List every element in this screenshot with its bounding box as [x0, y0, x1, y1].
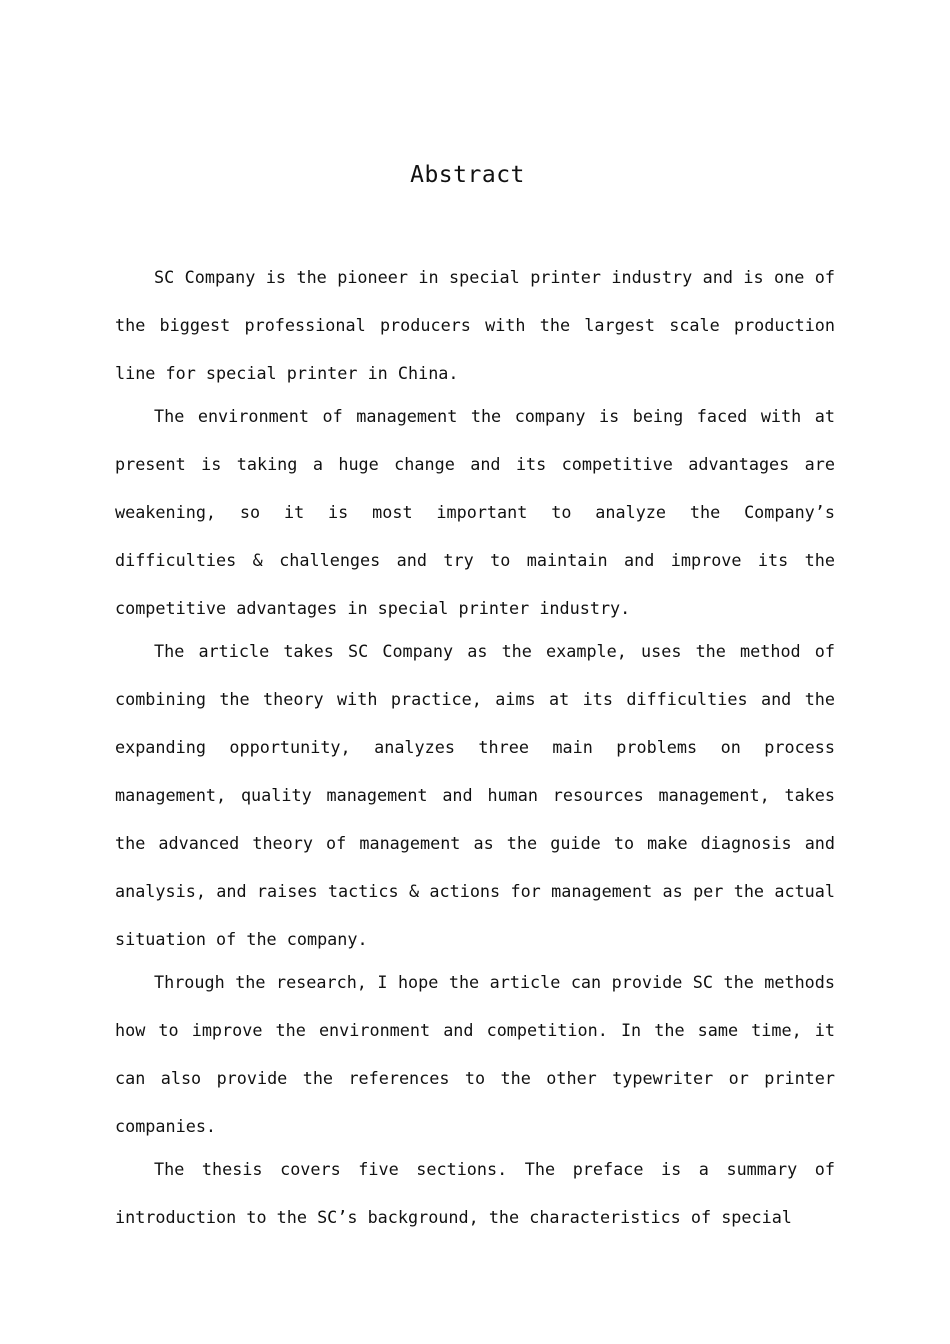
- page-title: Abstract: [410, 162, 525, 188]
- abstract-body: [115, 253, 835, 1236]
- paragraph-4: Through the research, I hope the article can provide SC the methods how to improve the environment and competition. In the same time, it can also provide the references to the other typewriter or printer companies.: [115, 972, 835, 1136]
- paragraph-2: The environment of management the company is being faced with at present is taking a huge change and its competitive advantages are weakening, so it is most important to analyze the Company’s difficulties & challenges and try to maintain and improve its the competitive advantages in special printer industry.: [115, 406, 835, 618]
- paragraph-1: SC Company is the pioneer in special printer industry and is one of the biggest professional producers with the largest scale production line for special printer in China.: [115, 267, 835, 383]
- paragraph-5: The thesis covers five sections. The preface is a summary of introduction to the SC’s background, the characteristics of special: [115, 1159, 835, 1227]
- paragraph-3: The article takes SC Company as the example, uses the method of combining the theory with practice, aims at its difficulties and the expanding opportunity, analyzes three main problems on process management, quality management and human resources management, takes the advanced theory of management as the guide to make diagnosis and analysis, and raises tactics & actions for management as per the actual situation of the company.: [115, 641, 835, 949]
